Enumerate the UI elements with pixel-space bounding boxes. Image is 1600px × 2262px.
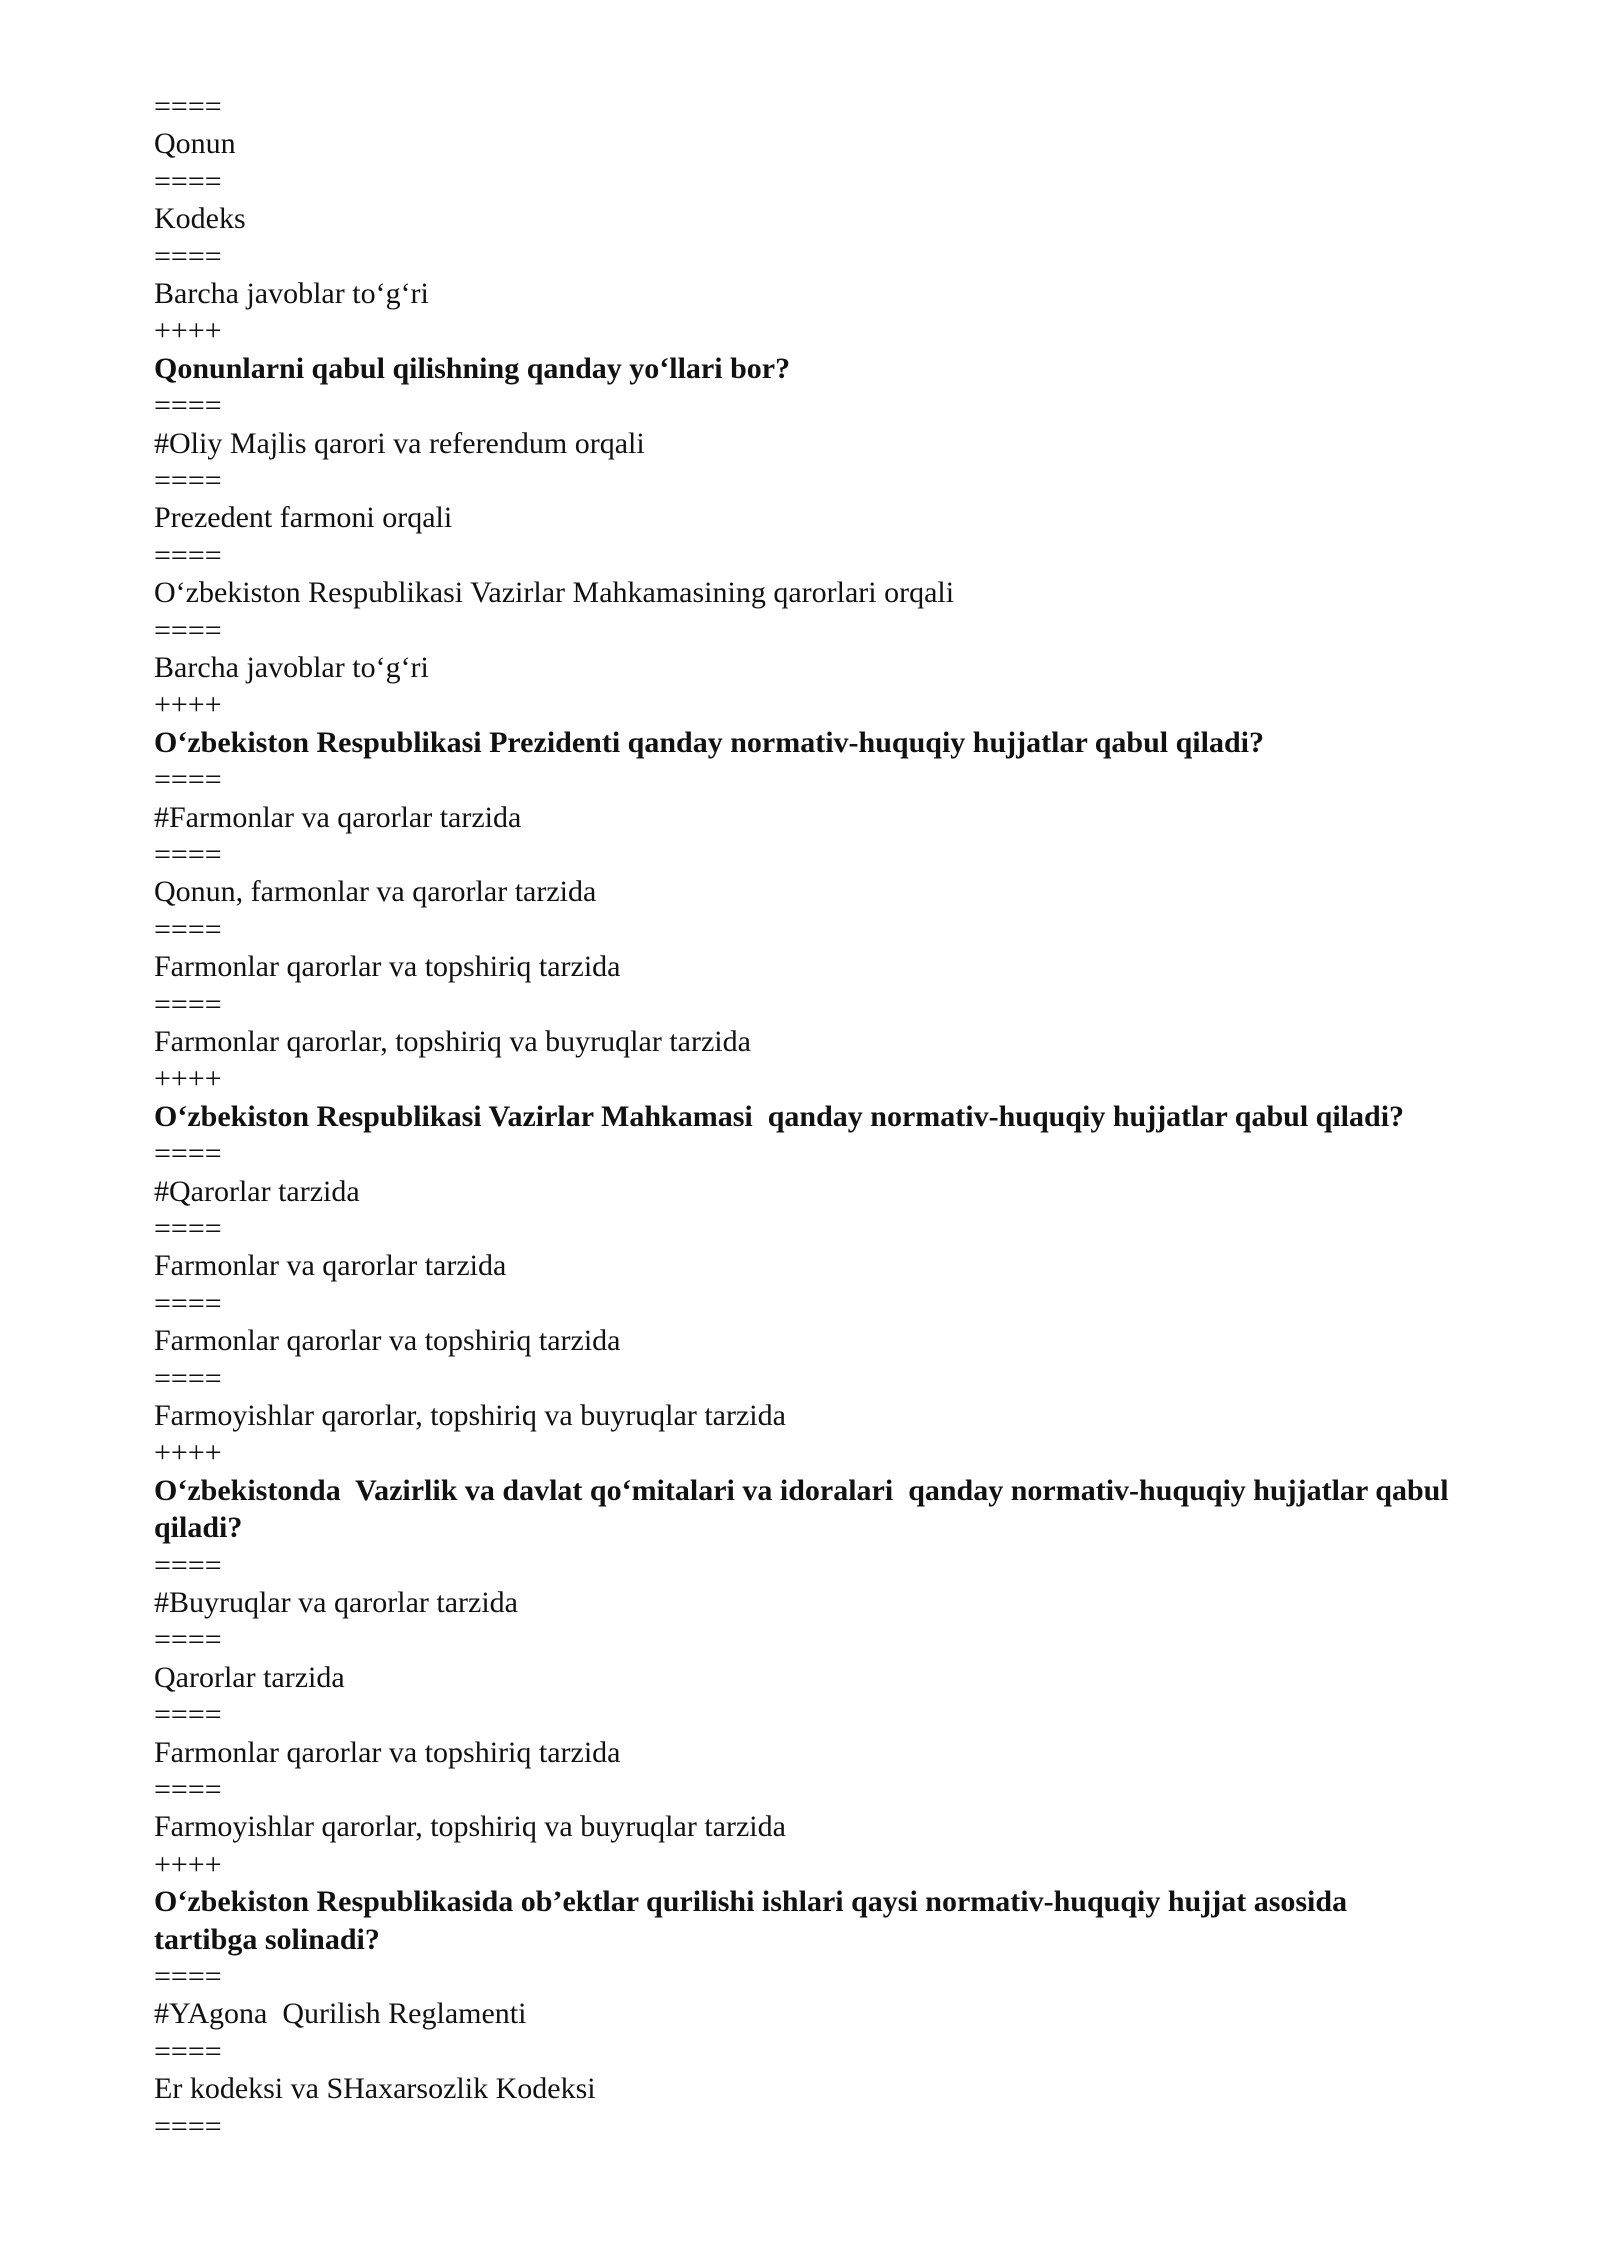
document-body [154,88,1457,2145]
question-text: O‘zbekistonda Vazirlik va davlat qo‘mitalari va idoralari qanday normativ-huquqiy hujjatlar qabul qiladi? [154,1473,1457,1545]
separator-line: ==== [154,1698,222,1732]
separator-line: ==== [154,763,222,797]
question-text: O‘zbekiston Respublikasi Vazirlar Mahkamasi qanday normativ-huquqiy hujjatlar qabul qiladi? [154,1099,1405,1133]
separator-line: ==== [154,1211,222,1245]
answer-option: Farmoyishlar qarorlar, topshiriq va buyruqlar tarzida [154,1810,786,1844]
separator-line: ==== [154,463,222,497]
answer-option: Barcha javoblar to‘g‘ri [154,276,429,310]
separator-line: ++++ [154,314,222,348]
separator-line: ==== [154,987,222,1021]
answer-option: Qonun [154,127,236,161]
answer-option: #YAgona Qurilish Reglamenti [154,1997,527,2031]
separator-line: ==== [154,90,222,123]
answer-option: Farmonlar va qarorlar tarzida [154,1249,507,1283]
separator-line: ++++ [154,688,222,722]
answer-option: #Oliy Majlis qarori va referendum orqali [154,426,645,460]
separator-line: ==== [154,613,222,647]
answer-option: Farmonlar qarorlar va topshiriq tarzida [154,1735,621,1769]
separator-line: ++++ [154,1436,222,1470]
separator-line: ==== [154,1772,222,1806]
answer-option: Qarorlar tarzida [154,1660,345,1694]
separator-line: ==== [154,1137,222,1171]
separator-line: ==== [154,389,222,423]
separator-line: ==== [154,837,222,871]
separator-line: ==== [154,164,222,198]
answer-option: Barcha javoblar to‘g‘ri [154,650,429,684]
answer-option: Kodeks [154,202,246,236]
separator-line: ==== [154,2034,222,2068]
separator-line: ==== [154,1361,222,1395]
question-text: O‘zbekiston Respublikasi Prezidenti qanday normativ-huquqiy hujjatlar qabul qiladi? [154,725,1264,759]
separator-line: ==== [154,538,222,572]
question-text: Qonunlarni qabul qilishning qanday yo‘llari bor? [154,351,791,385]
answer-option: Farmonlar qarorlar va topshiriq tarzida [154,950,621,984]
separator-line: ==== [154,1959,222,1993]
answer-option: Qonun, farmonlar va qarorlar tarzida [154,875,597,909]
answer-option: Er kodeksi va SHaxarsozlik Kodeksi [154,2072,596,2106]
separator-line: ++++ [154,1847,222,1881]
separator-line: ==== [154,1286,222,1320]
answer-option: Farmonlar qarorlar, topshiriq va buyruqlar tarzida [154,1024,751,1058]
answer-option: Farmoyishlar qarorlar, topshiriq va buyruqlar tarzida [154,1398,786,1432]
separator-line: ==== [154,912,222,946]
separator-line: ==== [154,239,222,273]
separator-line: ++++ [154,1062,222,1096]
answer-option: Prezedent farmoni orqali [154,501,453,535]
answer-option: Farmonlar qarorlar va topshiriq tarzida [154,1324,621,1358]
answer-option: O‘zbekiston Respublikasi Vazirlar Mahkamasining qarorlari orqali [154,576,955,610]
answer-option: #Qarorlar tarzida [154,1174,360,1208]
separator-line: ==== [154,1623,222,1657]
separator-line: ==== [154,2109,222,2143]
answer-option: #Farmonlar va qarorlar tarzida [154,800,522,834]
answer-option: #Buyruqlar va qarorlar tarzida [154,1585,518,1619]
question-text: O‘zbekiston Respublikasida ob’ektlar qurilishi ishlari qaysi normativ-huquqiy hujjat asosida tartibga solinadi? [154,1885,1355,1956]
separator-line: ==== [154,1548,222,1582]
